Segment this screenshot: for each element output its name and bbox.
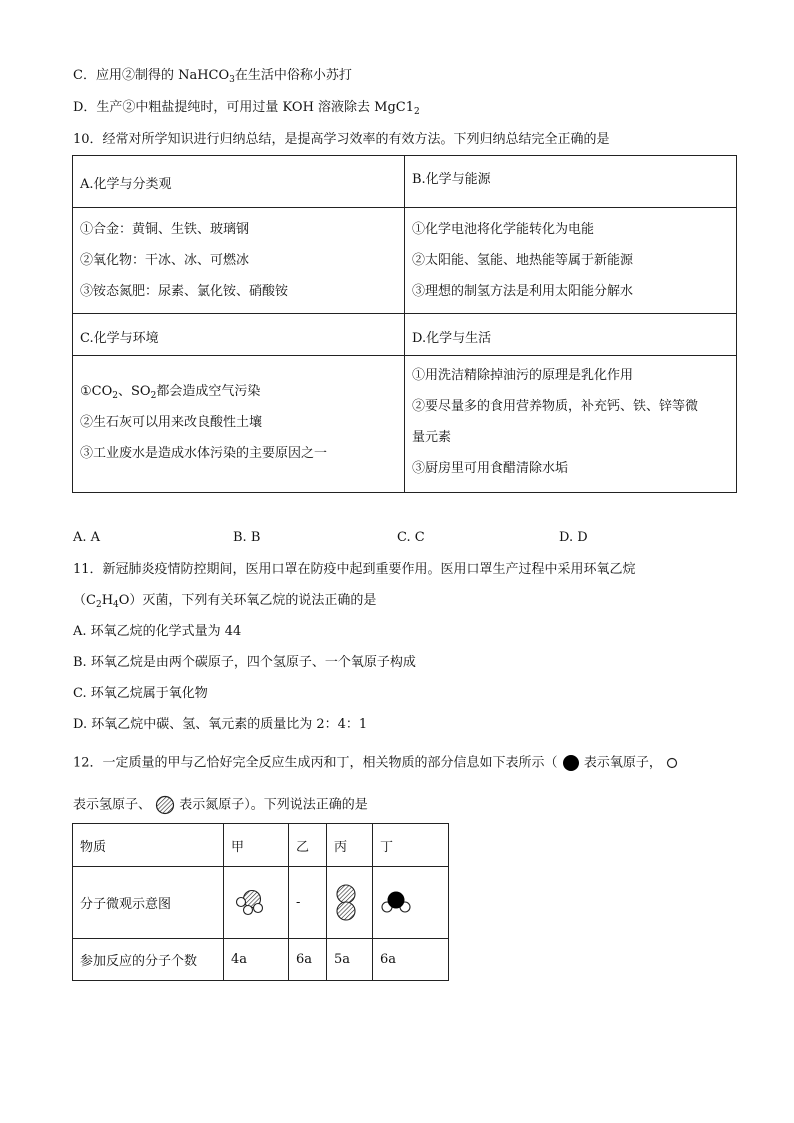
header-substance: 物质	[73, 824, 224, 867]
cell-b-head: B.化学与能源	[405, 156, 737, 208]
q10-option-d: D. D	[559, 530, 588, 545]
question-11: 11．新冠肺炎疫情防控期间，医用口罩在防疫中起到重要作用。医用口罩生产过程中采用环氧乙烷	[73, 562, 636, 577]
c-item: ②生石灰可以用来改良酸性土壤	[80, 415, 263, 430]
d-item: ①用洗洁精除掉油污的原理是乳化作用	[412, 368, 634, 383]
a-item: ②氧化物：干冰、冰、可燃冰	[80, 253, 250, 268]
b-item: ①化学电池将化学能转化为电能	[412, 222, 595, 237]
count-ding: 6a	[373, 939, 449, 981]
cell-c-body	[73, 356, 405, 493]
header-yi: 乙	[289, 824, 327, 867]
d-item: 量元素	[412, 430, 452, 445]
question-12: 12．一定质量的甲与乙恰好完全反应生成丙和丁，相关物质的部分信息如下表所示（ 表示氧原子，	[73, 754, 678, 772]
hydrogen-atom-icon	[666, 757, 678, 769]
header-jia: 甲	[224, 824, 289, 867]
q11-option-b: B. 环氧乙烷是由两个碳原子，四个氢原子、一个氧原子构成	[73, 655, 416, 670]
d-item: ②要尽量多的食用营养物质，补充钙、铁、锌等微	[412, 399, 699, 414]
c-item: ③工业废水是造成水体污染的主要原因之一	[80, 446, 328, 461]
yi-placeholder: -	[289, 867, 327, 939]
count-bing: 5a	[327, 939, 373, 981]
cell-a-body	[73, 208, 405, 314]
jia-molecule-icon	[224, 867, 289, 939]
q11-option-d: D. 环氧乙烷中碳、氢、氧元素的质量比为 2：4：1	[73, 717, 368, 732]
cell-a-head: A.化学与分类观	[73, 156, 405, 208]
header-ding: 丁	[373, 824, 449, 867]
row-label-diagram: 分子微观示意图	[73, 867, 224, 939]
question-12-cont: 表示氢原子、 表示氮原子）。下列说法正确的是	[73, 795, 368, 815]
row-label-count: 参加反应的分子个数	[73, 939, 224, 981]
b-item: ②太阳能、氢能、地热能等属于新能源	[412, 253, 634, 268]
b-item: ③理想的制氢方法是利用太阳能分解水	[412, 284, 634, 299]
q11-option-c: C. 环氧乙烷属于氧化物	[73, 686, 208, 701]
cell-d-body	[405, 356, 737, 493]
q9-option-d: D．生产②中粗盐提纯时，可用过量 KOH 溶液除去 $MgC1_2$	[73, 100, 420, 117]
question-11-cont: $(C_2H_4O)$灭菌，下列有关环氧乙烷的说法正确的是	[73, 593, 377, 610]
a-item: ③铵态氮肥：尿素、氯化铵、硝酸铵	[80, 284, 289, 299]
oxygen-atom-icon	[562, 754, 580, 772]
q10-option-b: B. B	[233, 530, 261, 545]
question-10: 10．经常对所学知识进行归纳总结，是提高学习效率的有效方法。下列归纳总结完全正确的是	[73, 132, 610, 147]
cell-d-head: D.化学与生活	[405, 314, 737, 356]
nitrogen-atom-icon	[155, 795, 175, 815]
q9-option-c: C．应用②制得的 NaHCO$_3$在生活中俗称小苏打	[73, 68, 352, 85]
bing-molecule-icon	[327, 867, 373, 939]
cell-b-body	[405, 208, 737, 314]
d-item: ③厨房里可用食醋清除水垢	[412, 461, 569, 476]
a-item: ①合金：黄铜、生铁、玻璃钢	[80, 222, 250, 237]
c-item: $①CO_2$、$SO_2$都会造成空气污染	[80, 384, 261, 401]
cell-c-head: C.化学与环境	[73, 314, 405, 356]
header-bing: 丙	[327, 824, 373, 867]
substance-table	[72, 823, 449, 981]
q10-option-a: A. A	[73, 530, 101, 545]
summary-table	[72, 155, 737, 493]
ding-molecule-icon	[373, 867, 449, 939]
q10-option-c: C. C	[397, 530, 425, 545]
q11-option-a: A. 环氧乙烷的化学式量为 44	[73, 624, 242, 639]
count-yi: 6a	[289, 939, 327, 981]
count-jia: 4a	[224, 939, 289, 981]
